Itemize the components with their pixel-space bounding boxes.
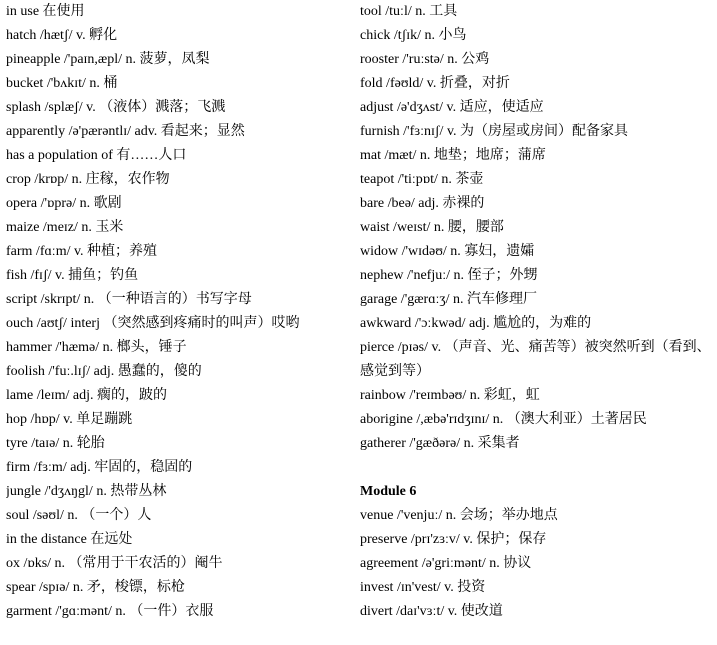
vocab-entry-hammer: hammer /'hæmə/ n. 榔头，锤子 — [6, 340, 187, 355]
vocab-entry-tyre: tyre /taɪə/ n. 轮胎 — [6, 436, 105, 451]
vocab-entry-splash: splash /splæʃ/ v. （液体）溅落；飞溅 — [6, 100, 226, 115]
vocab-entry-preserve: preserve /prɪ'zɜːv/ v. 保护；保存 — [360, 532, 547, 547]
vocab-entry-garment: garment /'gɑːmənt/ n. （一件）衣服 — [6, 604, 214, 619]
vocab-entry-hatch: hatch /hætʃ/ v. 孵化 — [6, 28, 118, 43]
vocab-entry-fold: fold /fəʊld/ v. 折叠，对折 — [360, 76, 510, 91]
vocab-entry-population: has a population of 有……人口 — [6, 148, 187, 163]
section-gap — [360, 456, 712, 480]
vocab-entry-aborigine: aborigine /,æbə'rɪdʒɪnɪ/ n. （澳大利亚）土著居民 — [360, 412, 647, 427]
vocab-entry-pierce: pierce /pɪəs/ v. （声音、光、痛苦等）被突然听到（看到、感觉到等） — [360, 340, 711, 379]
vocab-entry-ouch: ouch /aʊtʃ/ interj （突然感到疼痛时的叫声）哎哟 — [6, 316, 300, 331]
vocab-entry-divert: divert /daɪ'vɜːt/ v. 使改道 — [360, 604, 503, 619]
vocab-entry-opera: opera /'ɒprə/ n. 歌剧 — [6, 196, 122, 211]
vocab-entry-tool: tool /tuːl/ n. 工具 — [360, 4, 458, 19]
vocab-entry-pineapple: pineapple /'paɪn,æpl/ n. 菠萝，凤梨 — [6, 52, 210, 67]
vocab-entry-ox: ox /ɒks/ n. （常用于干农活的）阉牛 — [6, 556, 223, 571]
vocab-entry-rainbow: rainbow /'reɪmbəʊ/ n. 彩虹，虹 — [360, 388, 540, 403]
vocab-entry-mat: mat /mæt/ n. 地垫；地席；蒲席 — [360, 148, 546, 163]
left-column — [6, 0, 352, 624]
vocab-entry-fish: fish /fɪʃ/ v. 捕鱼；钓鱼 — [6, 268, 139, 283]
vocab-entry-soul: soul /səʊl/ n. （一个）人 — [6, 508, 152, 523]
vocab-entry-jungle: jungle /'dʒʌŋgl/ n. 热带丛林 — [6, 484, 167, 499]
vocab-entry-teapot: teapot /'tiːpɒt/ n. 茶壶 — [360, 172, 484, 187]
right-column — [360, 0, 712, 624]
vocab-entry-adjust: adjust /ə'dʒʌst/ v. 适应，使适应 — [360, 100, 544, 115]
vocab-entry-gatherer: gatherer /'gæðərə/ n. 采集者 — [360, 436, 520, 451]
vocab-entry-garage: garage /'gærɑːʒ/ n. 汽车修理厂 — [360, 292, 538, 307]
vocab-entry-maize: maize /meɪz/ n. 玉米 — [6, 220, 124, 235]
vocab-entry-farm: farm /fɑːm/ v. 种植；养殖 — [6, 244, 158, 259]
vocab-entry-bucket: bucket /'bʌkɪt/ n. 桶 — [6, 76, 118, 91]
vocab-entry-rooster: rooster /'ruːstə/ n. 公鸡 — [360, 52, 490, 67]
module-heading: Module 6 — [360, 484, 417, 499]
vocab-entry-widow: widow /'wɪdəʊ/ n. 寡妇，遗孀 — [360, 244, 535, 259]
vocab-entry-agreement: agreement /ə'griːmənt/ n. 协议 — [360, 556, 532, 571]
vocab-entry-spear: spear /spɪə/ n. 矛，梭镖，标枪 — [6, 580, 185, 595]
vocab-entry-invest: invest /ɪn'vest/ v. 投资 — [360, 580, 486, 595]
vocab-entry-awkward: awkward /'ɔːkwəd/ adj. 尴尬的，为难的 — [360, 316, 592, 331]
vocab-entry-furnish: furnish /'fɜːnɪʃ/ v. 为（房屋或房间）配备家具 — [360, 124, 629, 139]
vocab-entry-chick: chick /tʃɪk/ n. 小鸟 — [360, 28, 467, 43]
vocab-entry-waist: waist /weɪst/ n. 腰，腰部 — [360, 220, 504, 235]
vocab-entry-foolish: foolish /'fuː.lɪʃ/ adj. 愚蠢的，傻的 — [6, 364, 202, 379]
vocab-entry-lame: lame /leɪm/ adj. 瘸的，跛的 — [6, 388, 167, 403]
vocab-entry-script: script /skrɪpt/ n. （一种语言的）书写字母 — [6, 292, 252, 307]
vocab-entry-in-use: in use 在使用 — [6, 4, 85, 19]
vocab-entry-firm: firm /fɜːm/ adj. 牢固的，稳固的 — [6, 460, 193, 475]
vocab-entry-nephew: nephew /'nefjuː/ n. 侄子；外甥 — [360, 268, 538, 283]
vocab-entry-bare: bare /beə/ adj. 赤裸的 — [360, 196, 485, 211]
vocab-entry-crop: crop /krɒp/ n. 庄稼，农作物 — [6, 172, 170, 187]
vocab-entry-apparently: apparently /ə'pærəntlɪ/ adv. 看起来；显然 — [6, 124, 245, 139]
vocab-entry-in-the-distance: in the distance 在远处 — [6, 532, 133, 547]
vocab-entry-venue: venue /'venjuː/ n. 会场；举办地点 — [360, 508, 558, 523]
vocab-entry-hop: hop /hɒp/ v. 单足蹦跳 — [6, 412, 133, 427]
